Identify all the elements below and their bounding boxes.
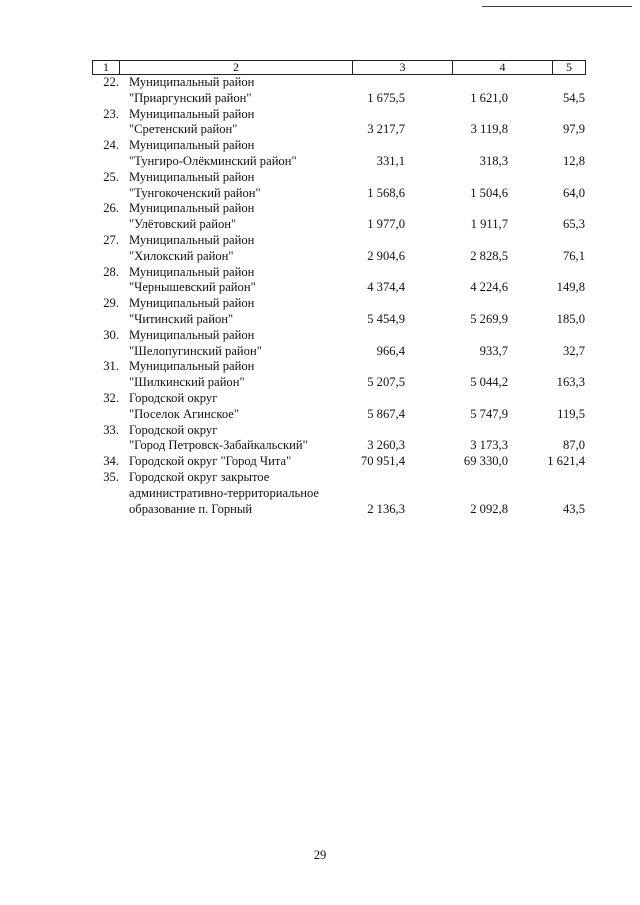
row-number: 27. [103, 232, 119, 247]
value-col-4: 69 330,0 [463, 454, 508, 469]
row-name-line: Городской округ [129, 390, 218, 405]
header-col-2: 2 [120, 61, 353, 74]
value-col-5: 64,0 [562, 185, 585, 200]
table-row [92, 328, 586, 360]
table-row [92, 423, 586, 455]
value-col-4: 2 092,8 [470, 501, 508, 516]
row-number: 24. [103, 138, 119, 153]
value-col-5: 1 621,4 [547, 454, 585, 469]
table-body [92, 75, 586, 517]
table-header [92, 60, 586, 75]
value-col-5: 119,5 [557, 406, 585, 421]
value-col-4: 5 747,9 [470, 406, 508, 421]
row-name-line: образование п. Горный [129, 501, 253, 516]
row-name-line: "Чернышевский район" [129, 280, 256, 295]
value-col-3: 5 454,9 [367, 311, 405, 326]
row-name-line: "Хилокский район" [129, 248, 234, 263]
row-name-line: "Город Петровск-Забайкальский" [129, 438, 308, 453]
row-name-line: "Тунгиро-Олёкминский район" [129, 153, 297, 168]
row-name-line: "Приаргунский район" [129, 90, 252, 105]
table-row [92, 265, 586, 297]
row-name-line: Муниципальный район [129, 106, 255, 121]
row-name-line: Городской округ [129, 422, 218, 437]
row-name-line: "Читинский район" [129, 311, 234, 326]
row-number: 29. [103, 296, 119, 311]
row-name-line: Муниципальный район [129, 232, 255, 247]
table-row [92, 470, 586, 517]
value-col-3: 1 675,5 [367, 90, 405, 105]
row-name-line: Муниципальный район [129, 327, 255, 342]
header-col-4: 4 [453, 61, 553, 74]
value-col-4: 1 911,7 [470, 217, 508, 232]
top-rule [482, 6, 632, 7]
header-col-1: 1 [93, 61, 120, 74]
value-col-3: 70 951,4 [360, 454, 405, 469]
value-col-5: 54,5 [562, 90, 585, 105]
table-row [92, 296, 586, 328]
row-number: 30. [103, 327, 119, 342]
table-row [92, 454, 586, 470]
row-name-line: Муниципальный район [129, 296, 255, 311]
value-col-3: 3 217,7 [367, 122, 405, 137]
value-col-3: 5 867,4 [367, 406, 405, 421]
row-name-line: "Тунгокоченский район" [129, 185, 261, 200]
row-name-line: Муниципальный район [129, 264, 255, 279]
row-number: 23. [103, 106, 119, 121]
value-col-4: 1 504,6 [470, 185, 508, 200]
table-row [92, 233, 586, 265]
row-name-line: Городской округ закрытое [129, 469, 270, 484]
value-col-5: 32,7 [562, 343, 585, 358]
row-name-line: Муниципальный район [129, 138, 255, 153]
value-col-3: 1 568,6 [367, 185, 405, 200]
row-name-line: Муниципальный район [129, 75, 255, 89]
value-col-3: 1 977,0 [367, 217, 405, 232]
row-name-line: Муниципальный район [129, 359, 255, 374]
value-col-4: 3 119,8 [470, 122, 508, 137]
value-col-5: 65,3 [562, 217, 585, 232]
table-row [92, 107, 586, 139]
value-col-3: 331,1 [376, 153, 405, 168]
value-col-4: 933,7 [479, 343, 508, 358]
row-name-line: Муниципальный район [129, 201, 255, 216]
table-row [92, 201, 586, 233]
table-row [92, 75, 586, 107]
row-name-line: "Поселок Агинское" [129, 406, 240, 421]
row-name-line: "Улётовский район" [129, 217, 237, 232]
table-row [92, 170, 586, 202]
table-row [92, 359, 586, 391]
data-table [92, 60, 586, 516]
row-name-line: "Шилкинский район" [129, 375, 245, 390]
row-name-line: административно-территориальное [129, 485, 320, 500]
row-number: 32. [103, 390, 119, 405]
value-col-4: 5 044,2 [470, 375, 508, 390]
row-name-line: Муниципальный район [129, 169, 255, 184]
value-col-5: 149,8 [556, 280, 585, 295]
row-name-line: "Шелопугинский район" [129, 343, 262, 358]
value-col-5: 97,9 [562, 122, 585, 137]
table-row [92, 391, 586, 423]
row-number: 31. [103, 359, 119, 374]
value-col-4: 318,3 [479, 153, 508, 168]
row-name-line: "Сретенский район" [129, 122, 238, 137]
row-number: 22. [103, 75, 119, 89]
value-col-4: 1 621,0 [470, 90, 508, 105]
value-col-4: 4 224,6 [470, 280, 508, 295]
value-col-5: 163,3 [556, 375, 585, 390]
row-name-line: Городской округ "Город Чита" [129, 454, 292, 469]
value-col-3: 966,4 [376, 343, 405, 358]
value-col-4: 2 828,5 [470, 248, 508, 263]
header-col-3: 3 [353, 61, 453, 74]
row-number: 33. [103, 422, 119, 437]
row-number: 34. [103, 454, 119, 469]
value-col-4: 5 269,9 [470, 311, 508, 326]
header-col-5: 5 [566, 60, 572, 74]
page-number: 29 [313, 848, 327, 862]
value-col-3: 2 136,3 [367, 501, 405, 516]
row-number: 28. [103, 264, 119, 279]
value-col-5: 87,0 [562, 438, 585, 453]
value-col-5: 76,1 [562, 248, 585, 263]
row-number: 25. [103, 169, 119, 184]
table-row [92, 138, 586, 170]
row-number: 26. [103, 201, 119, 216]
value-col-3: 2 904,6 [367, 248, 405, 263]
value-col-3: 3 260,3 [367, 438, 405, 453]
value-col-5: 43,5 [562, 501, 585, 516]
row-number: 35. [103, 469, 119, 484]
value-col-3: 5 207,5 [367, 375, 405, 390]
value-col-5: 12,8 [562, 153, 585, 168]
value-col-3: 4 374,4 [367, 280, 405, 295]
value-col-4: 3 173,3 [470, 438, 508, 453]
value-col-5: 185,0 [556, 311, 585, 326]
